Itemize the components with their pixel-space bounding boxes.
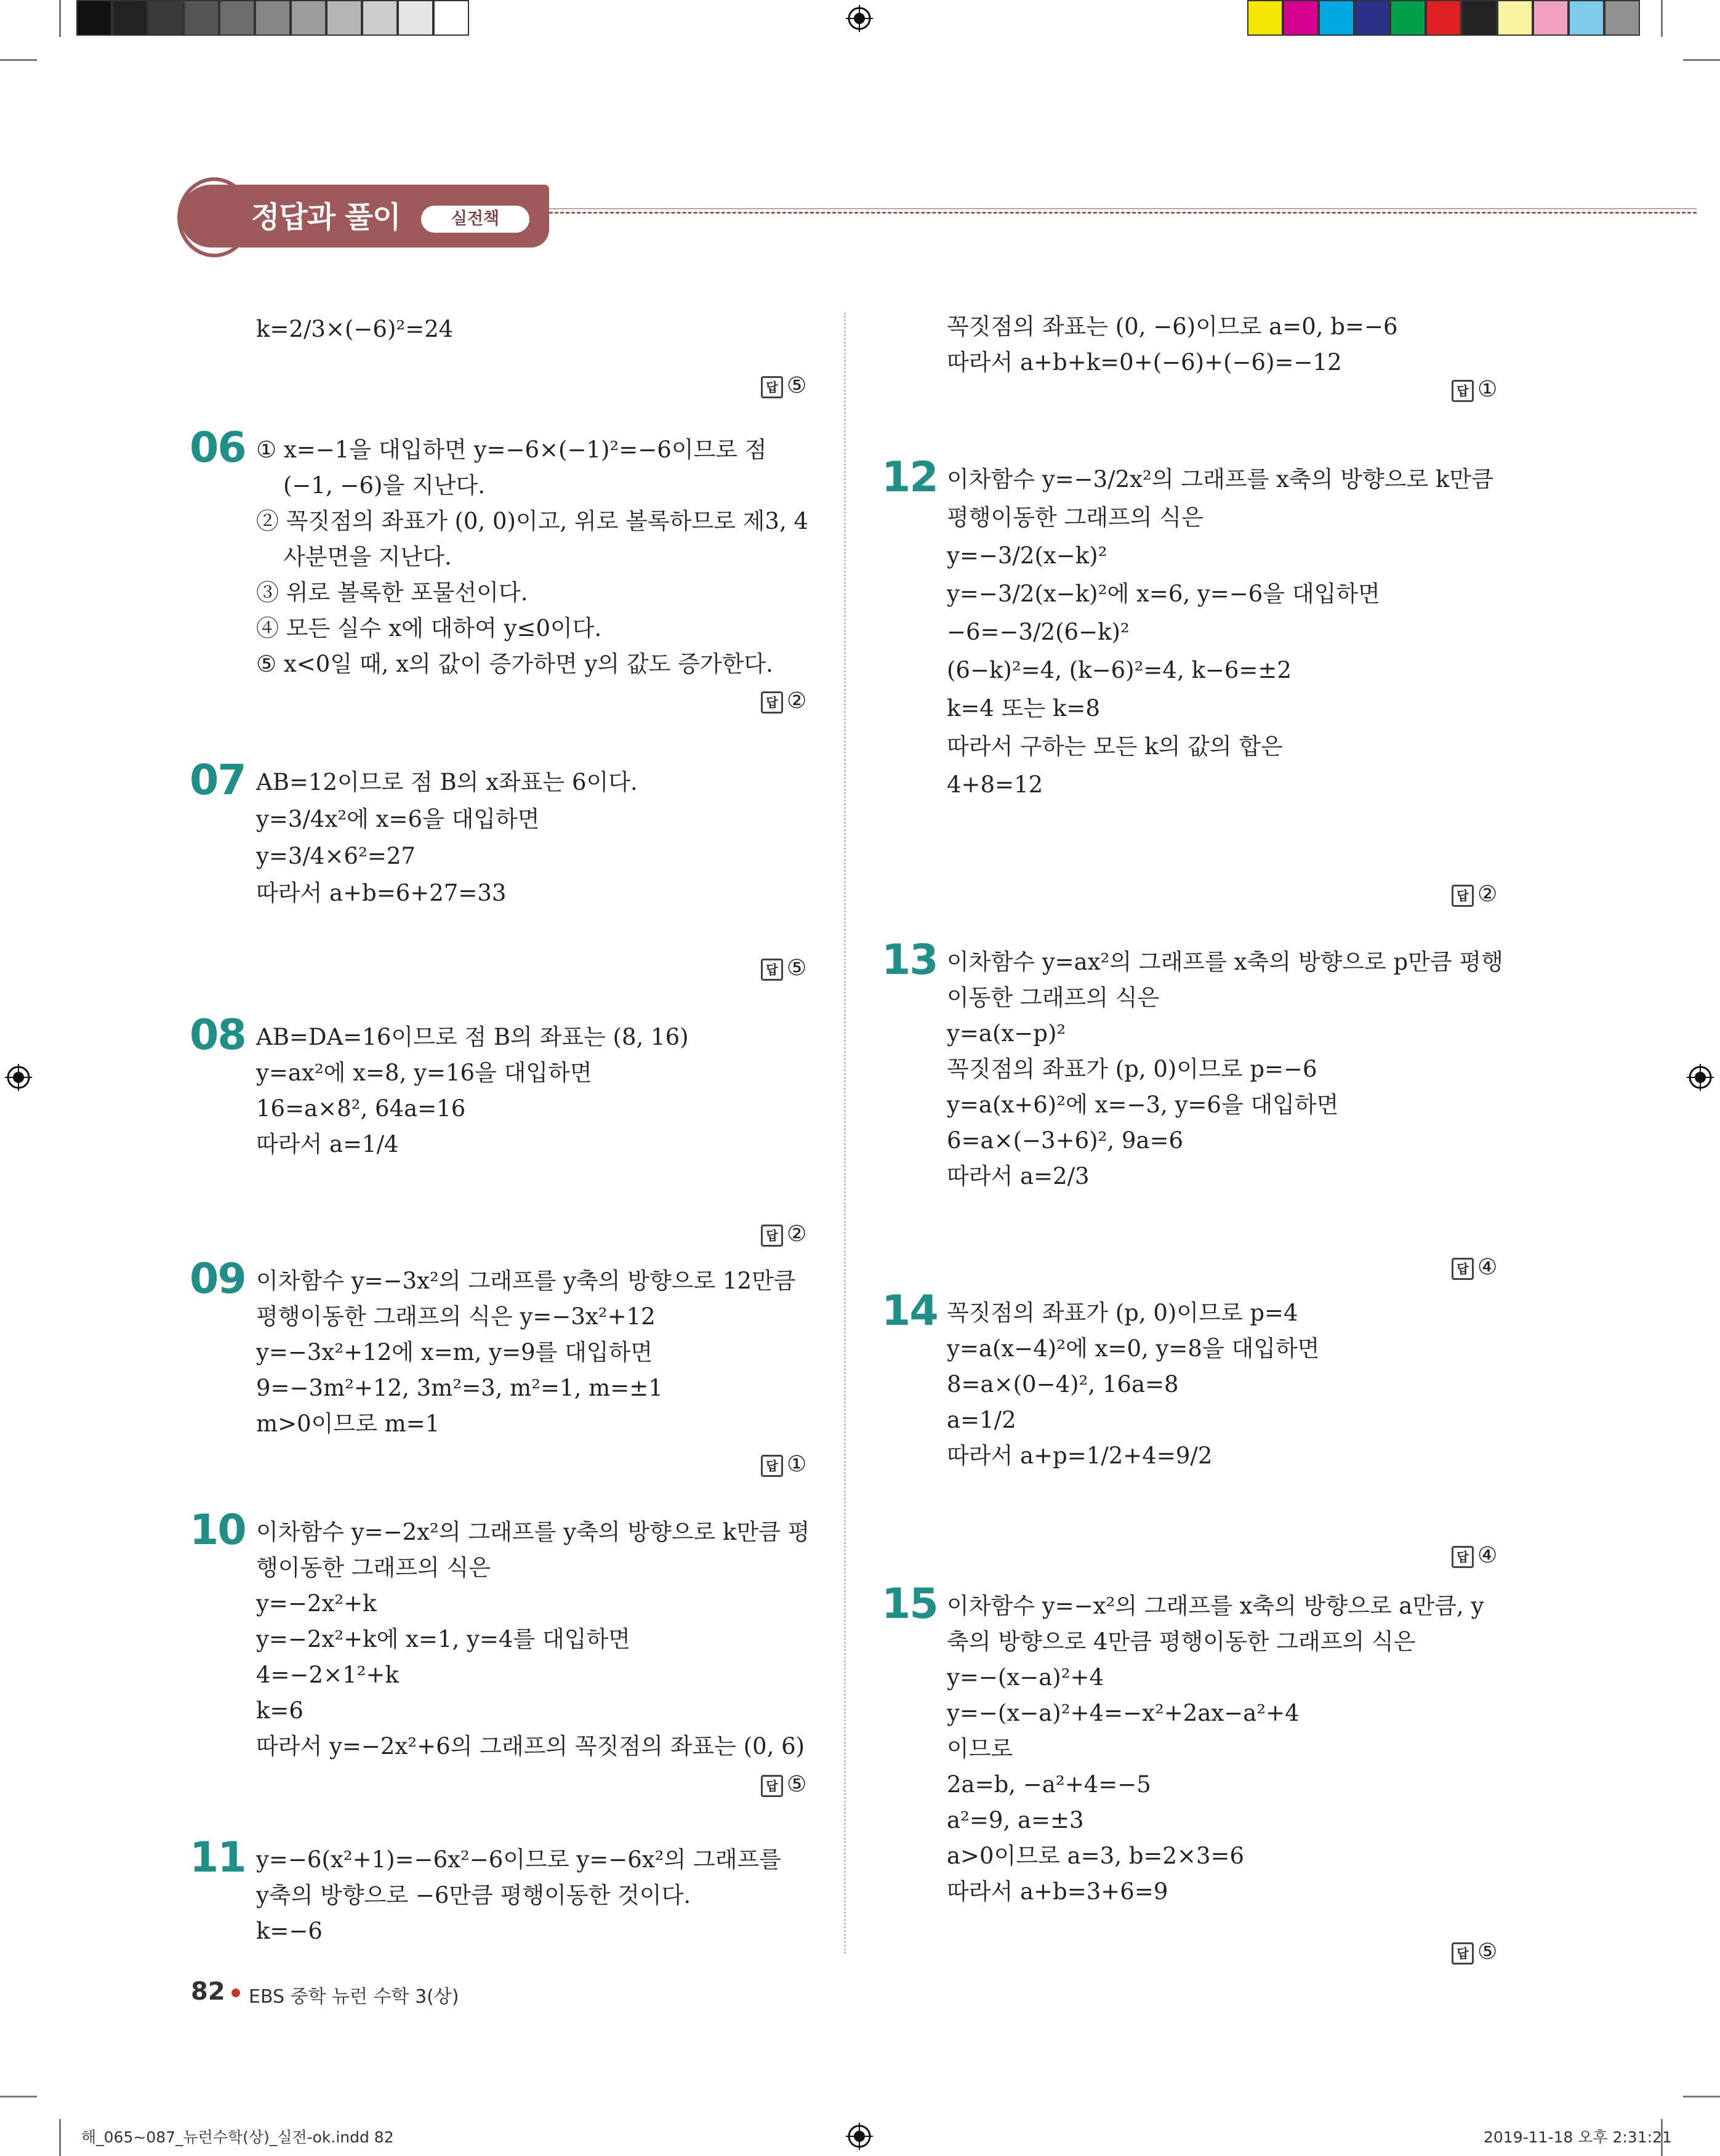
solution-line: y=a(x−p)²	[947, 1020, 1066, 1047]
answer-choice: ④	[1477, 1543, 1498, 1568]
color-swatch	[362, 0, 398, 36]
solution-line: 꼭짓점의 좌표가 (p, 0)이므로 p=−6	[947, 1056, 1317, 1082]
crop-mark	[0, 59, 37, 61]
color-swatch	[1354, 0, 1390, 36]
color-swatch	[1283, 0, 1319, 36]
solution-line: y축의 방향으로 −6만큼 평행이동한 것이다.	[256, 1882, 691, 1909]
solution-line: 이차함수 y=−x²의 그래프를 x축의 방향으로 a만큼, y	[947, 1593, 1484, 1619]
answer-choice: ①	[1477, 377, 1498, 402]
solution-line: k=2/3×(−6)²=24	[256, 316, 454, 342]
solution-line: AB=DA=16이므로 점 B의 좌표는 (8, 16)	[256, 1024, 689, 1050]
solution-line: 따라서 a=1/4	[256, 1131, 399, 1157]
answer-mark	[761, 955, 806, 981]
answer-mark	[761, 1772, 806, 1797]
answer-choice: ②	[1477, 882, 1498, 907]
solution-line: 평행이동한 그래프의 식은 y=−3x²+12	[256, 1303, 656, 1330]
answer-icon: 답	[1452, 380, 1474, 402]
solution-line: ④ 모든 실수 x에 대하여 y≤0이다.	[256, 615, 602, 642]
crop-mark	[1683, 2096, 1720, 2098]
problem-number: 15	[882, 1580, 938, 1628]
solution-line: 꼭짓점의 좌표가 (p, 0)이므로 p=4	[947, 1300, 1298, 1326]
solution-line: y=3/4x²에 x=6을 대입하면	[256, 806, 540, 832]
solution-line: 따라서 a=2/3	[947, 1163, 1090, 1189]
answer-choice: ⑤	[1477, 1939, 1498, 1965]
solution-line: 이차함수 y=−3/2x²의 그래프를 x축의 방향으로 k만큼	[947, 466, 1493, 493]
problem-number: 09	[190, 1255, 246, 1303]
solution-line: a>0이므로 a=3, b=2×3=6	[947, 1843, 1245, 1869]
color-swatch	[1604, 0, 1640, 36]
header-rule	[549, 208, 1697, 209]
crop-mark	[59, 0, 61, 37]
answer-icon: 답	[761, 959, 783, 981]
solution-line: y=3/4×6²=27	[256, 843, 416, 869]
column-divider	[844, 313, 846, 1953]
solution-line: 따라서 a+p=1/2+4=9/2	[947, 1442, 1213, 1469]
answer-icon: 답	[761, 691, 783, 714]
solution-line: 4+8=12	[947, 771, 1043, 798]
answer-icon: 답	[761, 1775, 783, 1797]
solution-line: 사분면을 지난다.	[283, 544, 452, 570]
solution-line: a=1/2	[947, 1407, 1016, 1433]
solution-line: 따라서 a+b=3+6=9	[947, 1878, 1168, 1905]
color-swatch	[1569, 0, 1604, 36]
color-swatch	[433, 0, 469, 36]
answer-icon: 답	[1452, 1546, 1474, 1568]
solution-line: 6=a×(−3+6)², 9a=6	[947, 1127, 1184, 1154]
solution-line: 9=−3m²+12, 3m²=3, m²=1, m=±1	[256, 1375, 663, 1401]
answer-mark	[1452, 882, 1497, 907]
solution-line: 이차함수 y=−2x²의 그래프를 y축의 방향으로 k만큼 평	[256, 1519, 810, 1545]
problem-number: 12	[882, 453, 938, 502]
solution-line: k=6	[256, 1697, 303, 1724]
problem-number: 11	[190, 1833, 246, 1882]
registration-mark-icon	[1687, 1064, 1714, 1091]
problem-number: 07	[190, 756, 246, 805]
solution-line: 2a=b, −a²+4=−5	[947, 1771, 1151, 1798]
solution-line: (−1, −6)을 지난다.	[283, 472, 485, 499]
color-swatch	[1390, 0, 1426, 36]
section-badge: 실전책	[421, 206, 529, 233]
answer-icon: 답	[761, 1455, 783, 1477]
header-dashed-rule	[549, 212, 1697, 214]
solution-line: ① x=−1을 대입하면 y=−6×(−1)²=−6이므로 점	[256, 436, 767, 463]
color-swatch	[219, 0, 255, 36]
color-swatch	[326, 0, 362, 36]
page-number: 82	[191, 1977, 225, 2006]
answer-choice: ⑤	[787, 1772, 807, 1797]
answer-mark	[1452, 1255, 1497, 1280]
solution-line: 이므로	[947, 1736, 1013, 1762]
answer-choice: ⑤	[787, 955, 807, 981]
color-swatch	[398, 0, 433, 36]
answer-icon: 답	[1452, 1942, 1474, 1965]
color-swatch	[291, 0, 326, 36]
solution-line: (6−k)²=4, (k−6)²=4, k−6=±2	[947, 657, 1292, 683]
color-swatch	[1533, 0, 1569, 36]
answer-mark	[1452, 1543, 1497, 1568]
color-swatch	[1461, 0, 1497, 36]
solution-line: ② 꼭짓점의 좌표가 (0, 0)이고, 위로 볼록하므로 제3, 4	[256, 508, 809, 534]
solution-line: −6=−3/2(6−k)²	[947, 619, 1130, 645]
solution-line: 따라서 a+b=6+27=33	[256, 880, 507, 906]
color-swatch	[183, 0, 219, 36]
solution-line: a²=9, a=±3	[947, 1807, 1084, 1833]
answer-mark	[761, 1452, 806, 1477]
problem-number: 13	[882, 936, 938, 984]
solution-line: 8=a×(0−4)², 16a=8	[947, 1371, 1179, 1398]
solution-line: y=a(x−4)²에 x=0, y=8을 대입하면	[947, 1335, 1320, 1362]
color-swatch	[148, 0, 183, 36]
color-swatch	[1319, 0, 1354, 36]
solution-line: 이차함수 y=ax²의 그래프를 x축의 방향으로 p만큼 평행	[947, 949, 1503, 975]
solution-line: 16=a×8², 64a=16	[256, 1095, 466, 1122]
answer-icon: 답	[761, 376, 783, 398]
color-swatch	[112, 0, 148, 36]
solution-line: 4=−2×1²+k	[256, 1662, 399, 1688]
answer-mark	[1452, 377, 1497, 402]
solution-line: y=−3x²+12에 x=m, y=9를 대입하면	[256, 1339, 653, 1366]
solution-line: y=−(x−a)²+4=−x²+2ax−a²+4	[947, 1700, 1300, 1726]
solution-line: 따라서 y=−2x²+6의 그래프의 꼭짓점의 좌표는 (0, 6)	[256, 1733, 805, 1760]
crop-mark	[1683, 59, 1720, 61]
solution-line: y=−(x−a)²+4	[947, 1664, 1104, 1691]
problem-number: 14	[882, 1287, 938, 1335]
solution-line: 이동한 그래프의 식은	[947, 984, 1160, 1011]
solution-line: m>0이므로 m=1	[256, 1410, 440, 1437]
answer-choice: ②	[787, 688, 807, 714]
answer-choice: ①	[787, 1452, 807, 1477]
solution-line: AB=12이므로 점 B의 x좌표는 6이다.	[256, 769, 638, 795]
solution-line: y=−2x²+k	[256, 1590, 377, 1617]
solution-line: 평행이동한 그래프의 식은	[947, 504, 1204, 531]
color-swatch	[255, 0, 291, 36]
answer-choice: ②	[787, 1221, 807, 1247]
section-title: 정답과 풀이	[251, 200, 401, 235]
answer-mark	[761, 1221, 806, 1247]
solution-line: y=−2x²+k에 x=1, y=4를 대입하면	[256, 1626, 630, 1652]
registration-mark-icon	[5, 1064, 32, 1091]
color-swatch	[76, 0, 112, 36]
answer-icon: 답	[1452, 885, 1474, 907]
slug-timestamp: 2019-11-18 오후 2:31:21	[1484, 2128, 1672, 2146]
color-swatch	[1497, 0, 1533, 36]
solution-line: 따라서 a+b+k=0+(−6)+(−6)=−12	[947, 349, 1342, 376]
answer-icon: 답	[1452, 1258, 1474, 1280]
solution-line: 행이동한 그래프의 식은	[256, 1555, 491, 1581]
problem-number: 08	[190, 1011, 246, 1060]
problem-number: 06	[190, 424, 246, 472]
solution-line: 꼭짓점의 좌표는 (0, −6)이므로 a=0, b=−6	[947, 313, 1398, 340]
answer-mark	[761, 373, 806, 398]
solution-line: y=−3/2(x−k)²	[947, 542, 1107, 569]
solution-line: 축의 방향으로 4만큼 평행이동한 그래프의 식은	[947, 1628, 1416, 1655]
solution-line: ⑤ x<0일 때, x의 값이 증가하면 y의 값도 증가한다.	[256, 651, 773, 677]
answer-choice: ④	[1477, 1255, 1498, 1280]
solution-line: 이차함수 y=−3x²의 그래프를 y축의 방향으로 12만큼	[256, 1268, 796, 1294]
registration-mark-icon	[846, 2123, 873, 2150]
crop-mark	[0, 2096, 37, 2098]
solution-line: y=−3/2(x−k)²에 x=6, y=−6을 대입하면	[947, 581, 1380, 607]
solution-line: k=4 또는 k=8	[947, 695, 1100, 722]
solution-line: ③ 위로 볼록한 포물선이다.	[256, 579, 528, 606]
answer-choice: ⑤	[787, 373, 807, 398]
crop-mark	[59, 2119, 61, 2156]
color-swatch	[1247, 0, 1283, 36]
color-swatch	[1426, 0, 1461, 36]
registration-mark-icon	[846, 5, 873, 32]
problem-number: 10	[190, 1506, 246, 1555]
solution-line: y=−6(x²+1)=−6x²−6이므로 y=−6x²의 그래프를	[256, 1846, 781, 1873]
solution-line: 따라서 구하는 모든 k의 값의 합은	[947, 733, 1283, 760]
solution-line: y=ax²에 x=8, y=16을 대입하면	[256, 1060, 592, 1086]
solution-line: y=a(x+6)²에 x=−3, y=6을 대입하면	[947, 1092, 1339, 1118]
solution-line: k=−6	[256, 1918, 323, 1944]
answer-icon: 답	[761, 1225, 783, 1247]
crop-mark	[1661, 0, 1663, 37]
answer-mark	[761, 688, 806, 714]
slug-filename: 해_065~087_뉴런수학(상)_실전-ok.indd 82	[81, 2128, 394, 2146]
book-title: EBS 중학 뉴런 수학 3(상)	[249, 1986, 459, 2008]
answer-mark	[1452, 1939, 1497, 1965]
footer-bullet-icon	[231, 1989, 240, 1997]
